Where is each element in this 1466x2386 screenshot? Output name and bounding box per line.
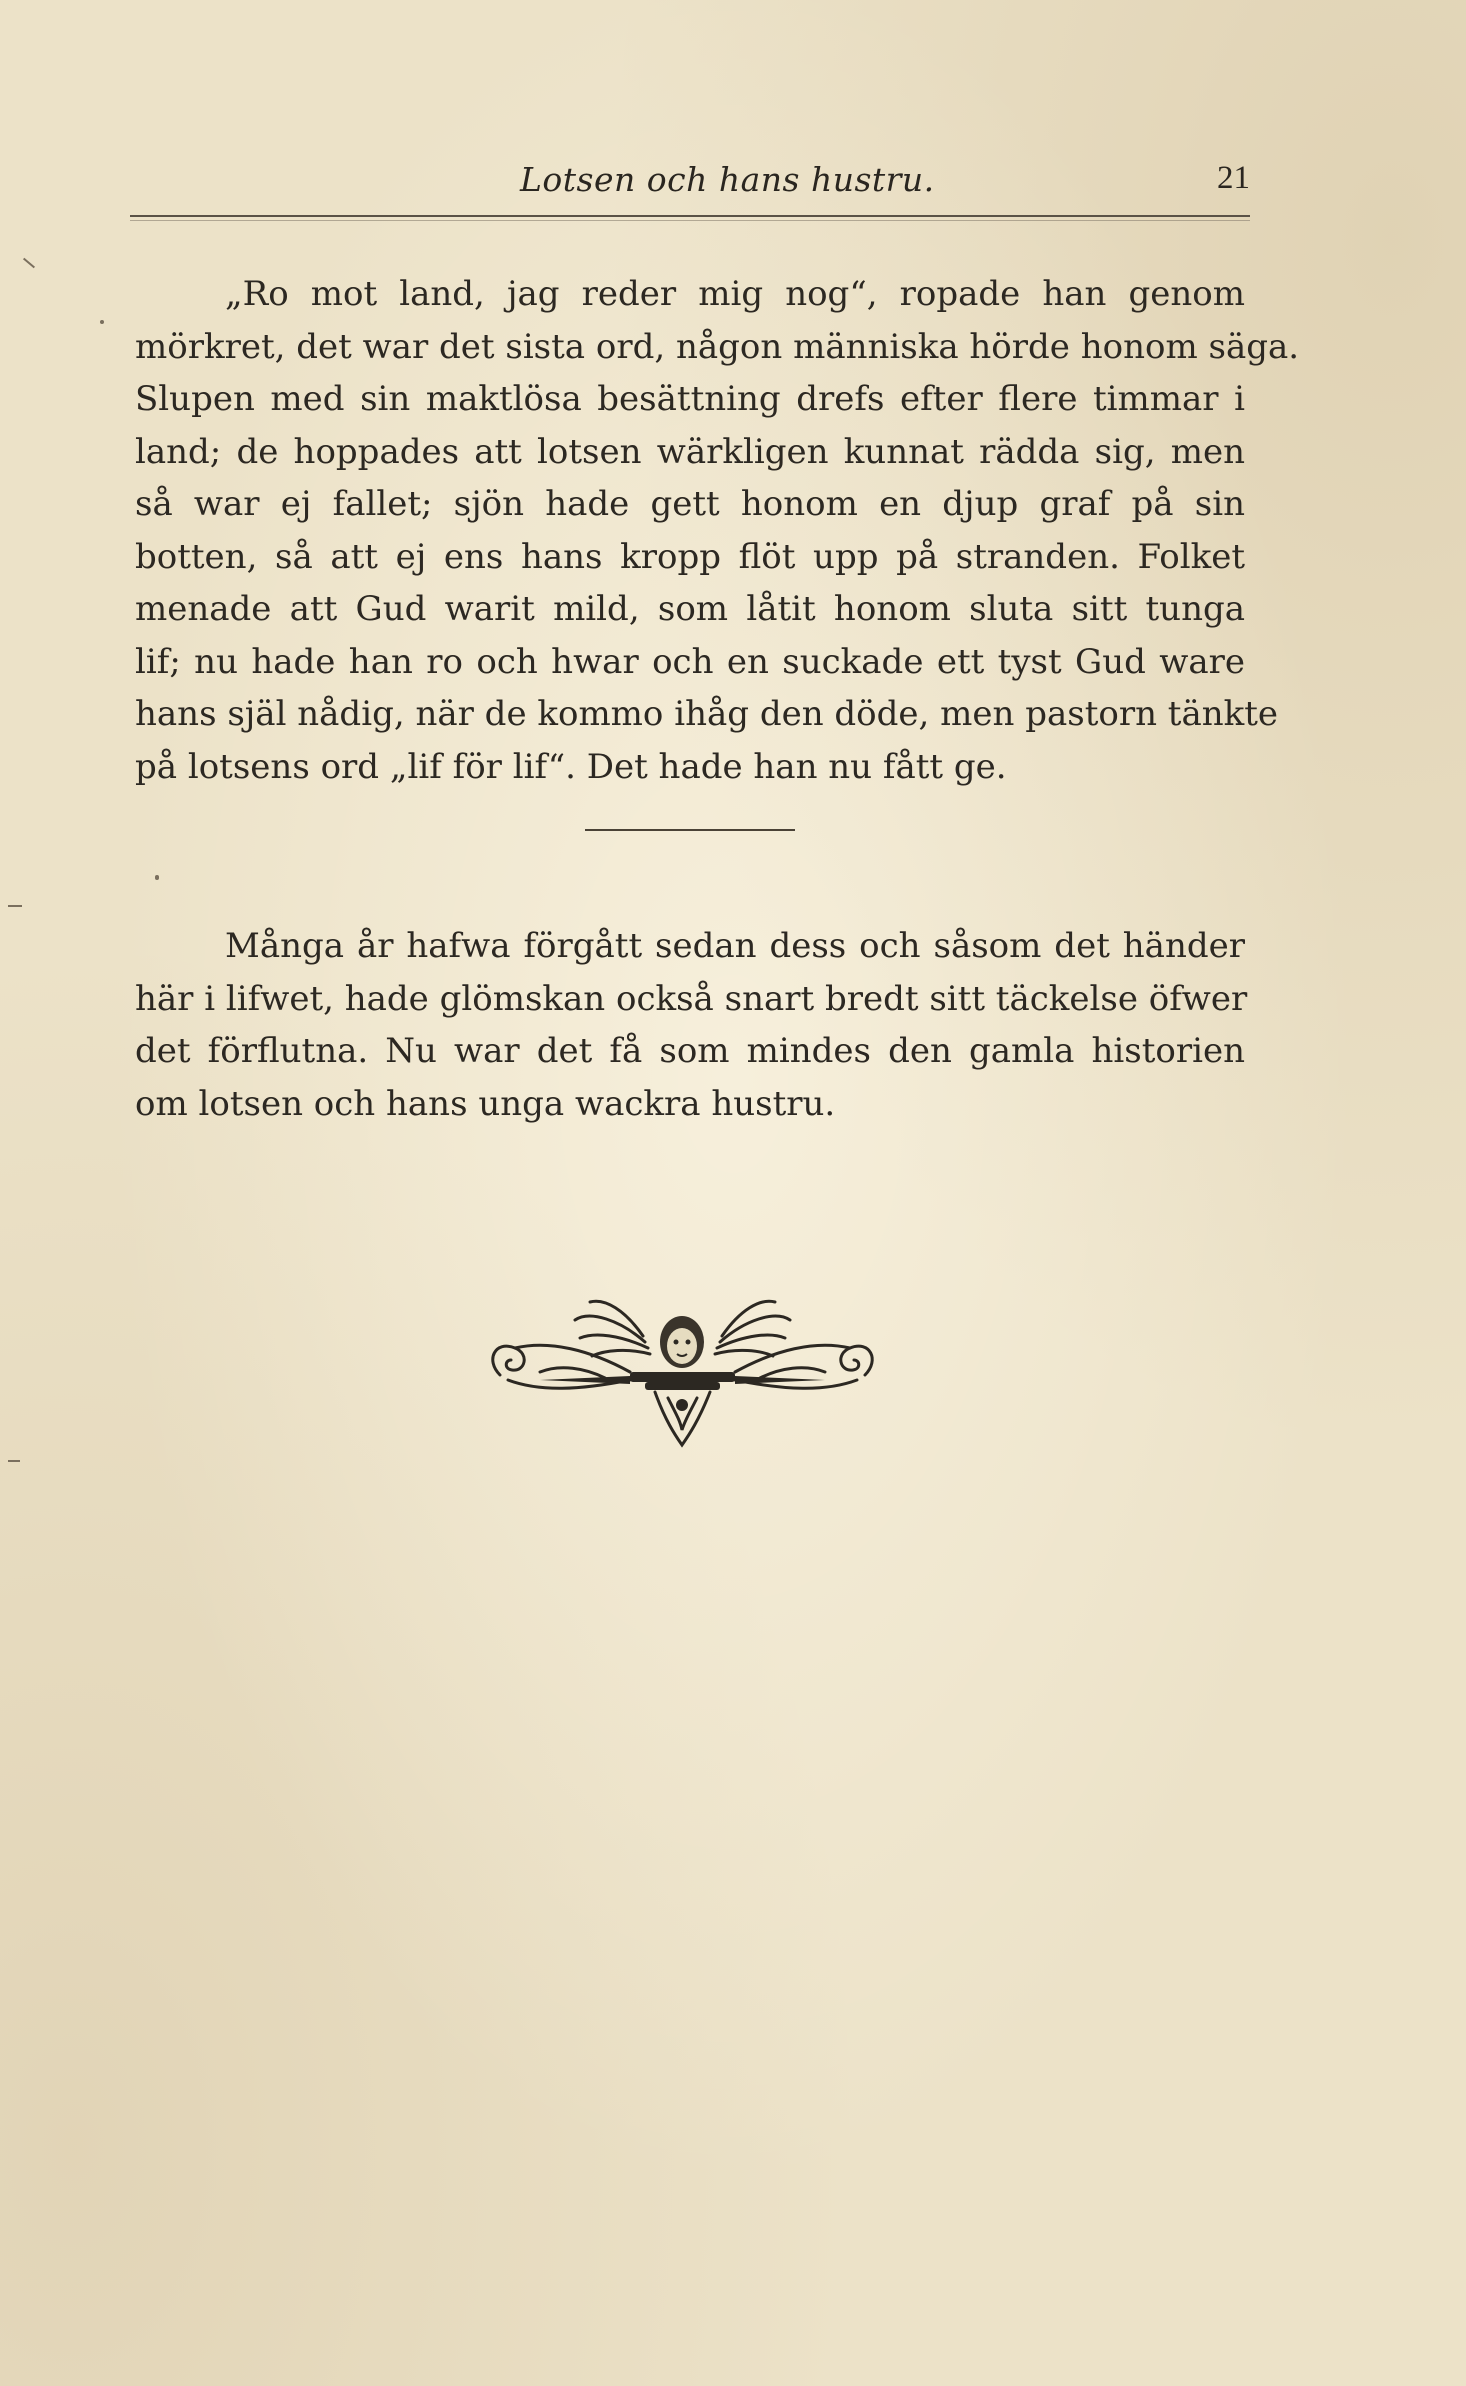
paragraph-1 xyxy=(135,268,1300,793)
text-line: lif; nu hade han ro och hwar och en suckade ett tyst Gud ware xyxy=(135,641,1245,682)
margin-mark xyxy=(8,905,22,907)
text-line: på lotsens ord „lif för lif“. Det hade han nu fått ge. xyxy=(135,746,1007,787)
text-line: här i lifwet, hade glömskan också snart bredt sitt täckelse öfwer xyxy=(135,978,1248,1019)
text-line: mörkret, det war det sista ord, någon människa hörde honom säga. xyxy=(135,326,1300,367)
winged-cherub-scroll-ornament-icon xyxy=(480,1280,885,1455)
text-line: „Ro mot land, jag reder mig nog“, ropade han genom xyxy=(225,274,1245,314)
paragraph-2 xyxy=(135,920,1248,1130)
text-line: Många år hafwa förgått sedan dess och såsom det händer xyxy=(225,926,1245,966)
page-number: 21 xyxy=(1217,160,1250,196)
page-header xyxy=(130,160,1250,200)
running-title: Lotsen och hans hustru. xyxy=(520,160,935,199)
text-line: så war ej fallet; sjön hade gett honom en djup graf på sin xyxy=(135,484,1245,524)
header-rule-secondary xyxy=(130,220,1250,221)
text-line: hans själ nådig, när de kommo ihåg den döde, men pastorn tänkte xyxy=(135,694,1279,734)
text-line: det förflutna. Nu war det få som mindes den gamla historien xyxy=(135,1031,1245,1071)
margin-mark xyxy=(8,1460,20,1462)
text-line: botten, så att ej ens hans kropp flöt upp på stranden. Folket xyxy=(135,536,1245,577)
margin-mark xyxy=(100,320,104,324)
header-rule xyxy=(130,215,1250,217)
text-line: menade att Gud warit mild, som låtit honom sluta sitt tunga xyxy=(135,589,1245,629)
margin-mark xyxy=(155,875,159,880)
text-line: om lotsen och hans unga wackra hustru. xyxy=(135,1083,836,1124)
section-divider xyxy=(585,829,795,831)
text-line: Slupen med sin maktlösa besättning drefs efter flere timmar i xyxy=(135,379,1245,419)
text-line: land; de hoppades att lotsen wärkligen kunnat rädda sig, men xyxy=(135,431,1245,472)
